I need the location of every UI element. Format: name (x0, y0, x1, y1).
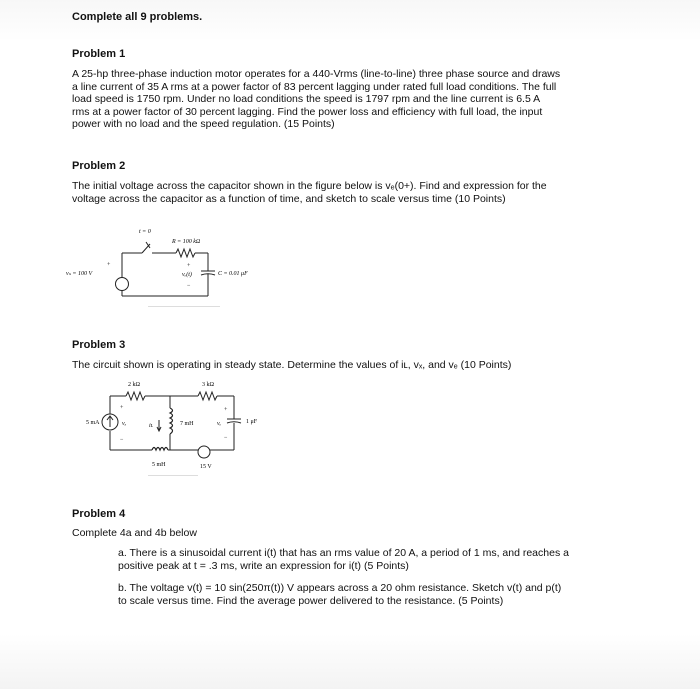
inductor-7mh-label: 7 mH (180, 421, 194, 427)
current-source-label: 5 mA (86, 420, 100, 426)
current-source-symbol (102, 414, 118, 430)
problem-4a-line: a. There is a sinusoidal current i(t) that has an rms value of 20 A, a period of 1 ms, and reaches a (118, 547, 569, 559)
problem-2-text (72, 180, 547, 205)
capacitor-1uf-symbol (227, 419, 241, 423)
vx-label: vₓ (122, 421, 127, 427)
resistor-symbol (176, 249, 195, 257)
rl-rc-circuit-diagram (60, 374, 300, 480)
problem-1-line: load speed is 1750 rpm. Under no load conditions the speed is 1797 rpm and the line current is 6.5 A (72, 93, 541, 105)
problem-2-title: Problem 2 (72, 160, 126, 172)
divider (148, 306, 220, 307)
rc-circuit-diagram (60, 222, 300, 312)
capacitor-voltage-label: vₑ(t) (182, 272, 192, 278)
assignment-header: Complete all 9 problems. (72, 11, 203, 23)
problem-1-line: a line current of 35 A rms at a power factor of 83 percent lagging under rated full load conditions. The full (72, 80, 557, 93)
voltage-source-15v-symbol (198, 446, 210, 458)
switch-label: t = 0 (139, 229, 151, 235)
problem-1-line: A 25-hp three-phase induction motor operates for a 440-Vrms (line-to-line) three phase source and draws (72, 68, 561, 80)
resistor-3k-label: 3 kΩ (202, 382, 214, 388)
resistor-2k-label: 2 kΩ (128, 382, 140, 388)
voltage-source-15v-label: 15 V (200, 464, 212, 470)
il-label: iʟ (149, 423, 154, 429)
problem-4b-line: b. The voltage v(t) = 10 sin(250π(t)) V appears across a 20 ohm resistance. Sketch v(t) and p(t) (118, 582, 562, 594)
minus-sign: − (224, 435, 228, 441)
inductor-7mh-symbol (170, 408, 173, 434)
minus-sign: − (120, 437, 124, 443)
inductor-5mh-label: 5 mH (152, 462, 166, 468)
problem-3-title: Problem 3 (72, 339, 126, 351)
problem-2-line: voltage across the capacitor as a function of time, and sketch to scale versus time (10 Points) (72, 192, 506, 205)
problem-4b-text (118, 582, 561, 607)
problem-2-line: The initial voltage across the capacitor shown in the figure below is vₑ(0+). Find and expression for the (72, 180, 547, 192)
problem-1-line: power with no load and the speed regulation. (15 Points) (72, 118, 335, 130)
plus-sign: + (120, 405, 124, 411)
source-label: vₛ = 100 V (66, 271, 93, 277)
resistor-label: R = 100 kΩ (172, 239, 201, 245)
switch-symbol (142, 242, 176, 253)
problem-1-line: rms at a power factor of 30 percent lagging. Find the power loss and efficiency with full load, the input (72, 105, 543, 118)
problem-3-line: The circuit shown is operating in steady state. Determine the values of iʟ, vₓ, and vₑ (10 Points) (72, 359, 512, 371)
plus-sign: + (187, 263, 191, 269)
plus-sign: + (107, 262, 111, 268)
problem-4-intro: Complete 4a and 4b below (72, 527, 197, 539)
resistor-2k-symbol (126, 392, 145, 400)
current-arrow-icon (157, 420, 161, 431)
problem-1-text (72, 68, 560, 131)
resistor-3k-symbol (198, 392, 217, 400)
problem-4b-line: to scale versus time. Find the average power delivered to the resistance. (5 Points) (118, 594, 504, 607)
problem-4a-text (118, 547, 569, 572)
vc-label: vₑ (217, 421, 222, 427)
problem-4-title: Problem 4 (72, 508, 126, 520)
capacitor-1uf-label: 1 μF (246, 419, 258, 425)
plus-sign: + (224, 407, 228, 413)
minus-sign: − (187, 283, 191, 289)
capacitor-label: C = 0.01 μF (218, 271, 248, 277)
divider (148, 475, 198, 476)
problem-4a-line: positive peak at t = .3 ms, write an expression for i(t) (5 Points) (118, 559, 409, 572)
problem-3-text (72, 359, 511, 372)
problem-1-title: Problem 1 (72, 48, 126, 60)
voltage-source-symbol (116, 278, 129, 291)
inductor-5mh-symbol (152, 448, 168, 451)
